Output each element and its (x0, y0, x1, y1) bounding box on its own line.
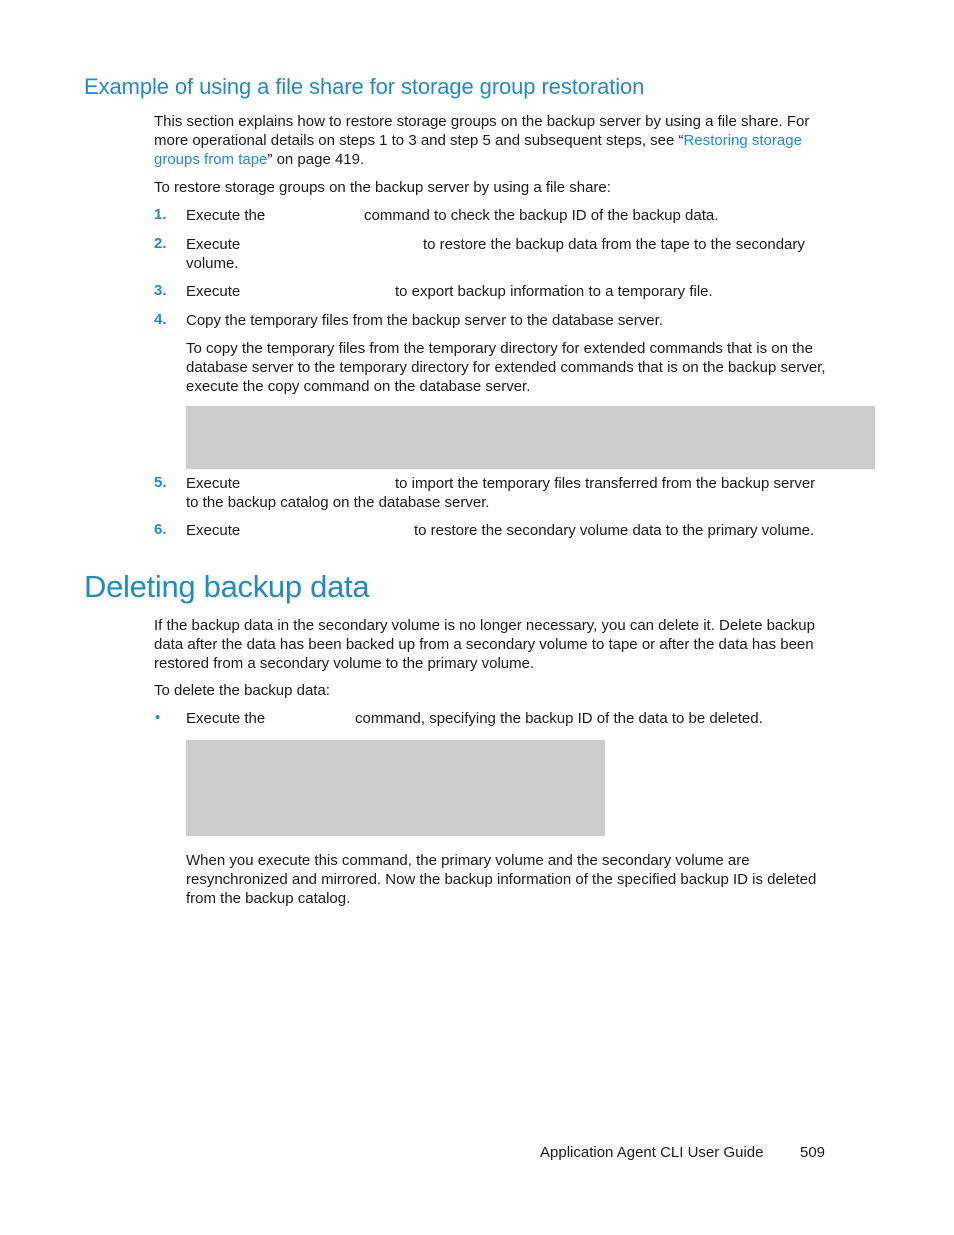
step-2-post: to restore the backup data from the tape to the secondary (423, 236, 805, 253)
restoring-storage-groups-link[interactable]: Restoring storage groups from tape (154, 132, 802, 168)
code-block (186, 740, 605, 836)
bullet-pre: Execute the (186, 710, 266, 727)
page-heading: Deleting backup data (84, 569, 370, 604)
page-number: 509 (800, 1144, 826, 1161)
bullet-icon: • (155, 709, 161, 726)
deleting-lead: To delete the backup data: (154, 682, 330, 699)
deleting-paragraph: If the backup data in the secondary volume is no longer necessary, you can delete it. Delete backup data after the data has been backed up from a secondary volume to tape or after the data has been restored from a secondary volume to the primary volume. (154, 617, 815, 672)
step-2-post-cont: volume. (186, 255, 239, 272)
step-2-pre: Execute (186, 236, 241, 253)
step-5-post-cont: to the backup catalog on the database server. (186, 494, 490, 511)
step-4-text: Copy the temporary files from the backup server to the database server. (186, 312, 663, 329)
step-number: 4. (154, 311, 167, 328)
restore-lead: To restore storage groups on the backup server by using a file share: (154, 179, 611, 196)
step-number: 6. (154, 521, 167, 538)
step-number: 2. (154, 235, 167, 252)
step-6-post: to restore the secondary volume data to the primary volume. (414, 522, 815, 539)
bullet-post: command, specifying the backup ID of the data to be deleted. (355, 710, 763, 727)
step-6-pre: Execute (186, 522, 241, 539)
section-heading: Example of using a file share for storage group restoration (84, 74, 645, 99)
step-number: 5. (154, 474, 167, 491)
code-block (186, 406, 875, 469)
footer-guide-title: Application Agent CLI User Guide (540, 1144, 764, 1161)
step-5-pre: Execute (186, 475, 241, 492)
step-1-post: command to check the backup ID of the backup data. (364, 207, 719, 224)
step-4-detail: To copy the temporary files from the temporary directory for extended commands that is on the database server to the temporary directory for extended commands that is on the backup server, execute the copy command on the database server. (186, 340, 826, 395)
step-1-pre: Execute the (186, 207, 266, 224)
step-3-pre: Execute (186, 283, 241, 300)
step-3-post: to export backup information to a temporary file. (395, 283, 713, 300)
step-5-post: to import the temporary files transferred from the backup server (395, 475, 816, 492)
step-number: 1. (154, 206, 167, 223)
intro-text-1: This section explains how to restore storage groups on the backup server by using a file share. For more operational details on steps 1 to 3 and step 5 and subsequent steps, see “ (154, 113, 810, 149)
delete-result-paragraph: When you execute this command, the primary volume and the secondary volume are resynchronized and mirrored. Now the backup information of the specified backup ID is deleted from the backup catalog. (186, 852, 817, 907)
intro-text-2: ” on page 419. (267, 151, 365, 168)
step-number: 3. (154, 282, 167, 299)
intro-paragraph (154, 112, 834, 169)
